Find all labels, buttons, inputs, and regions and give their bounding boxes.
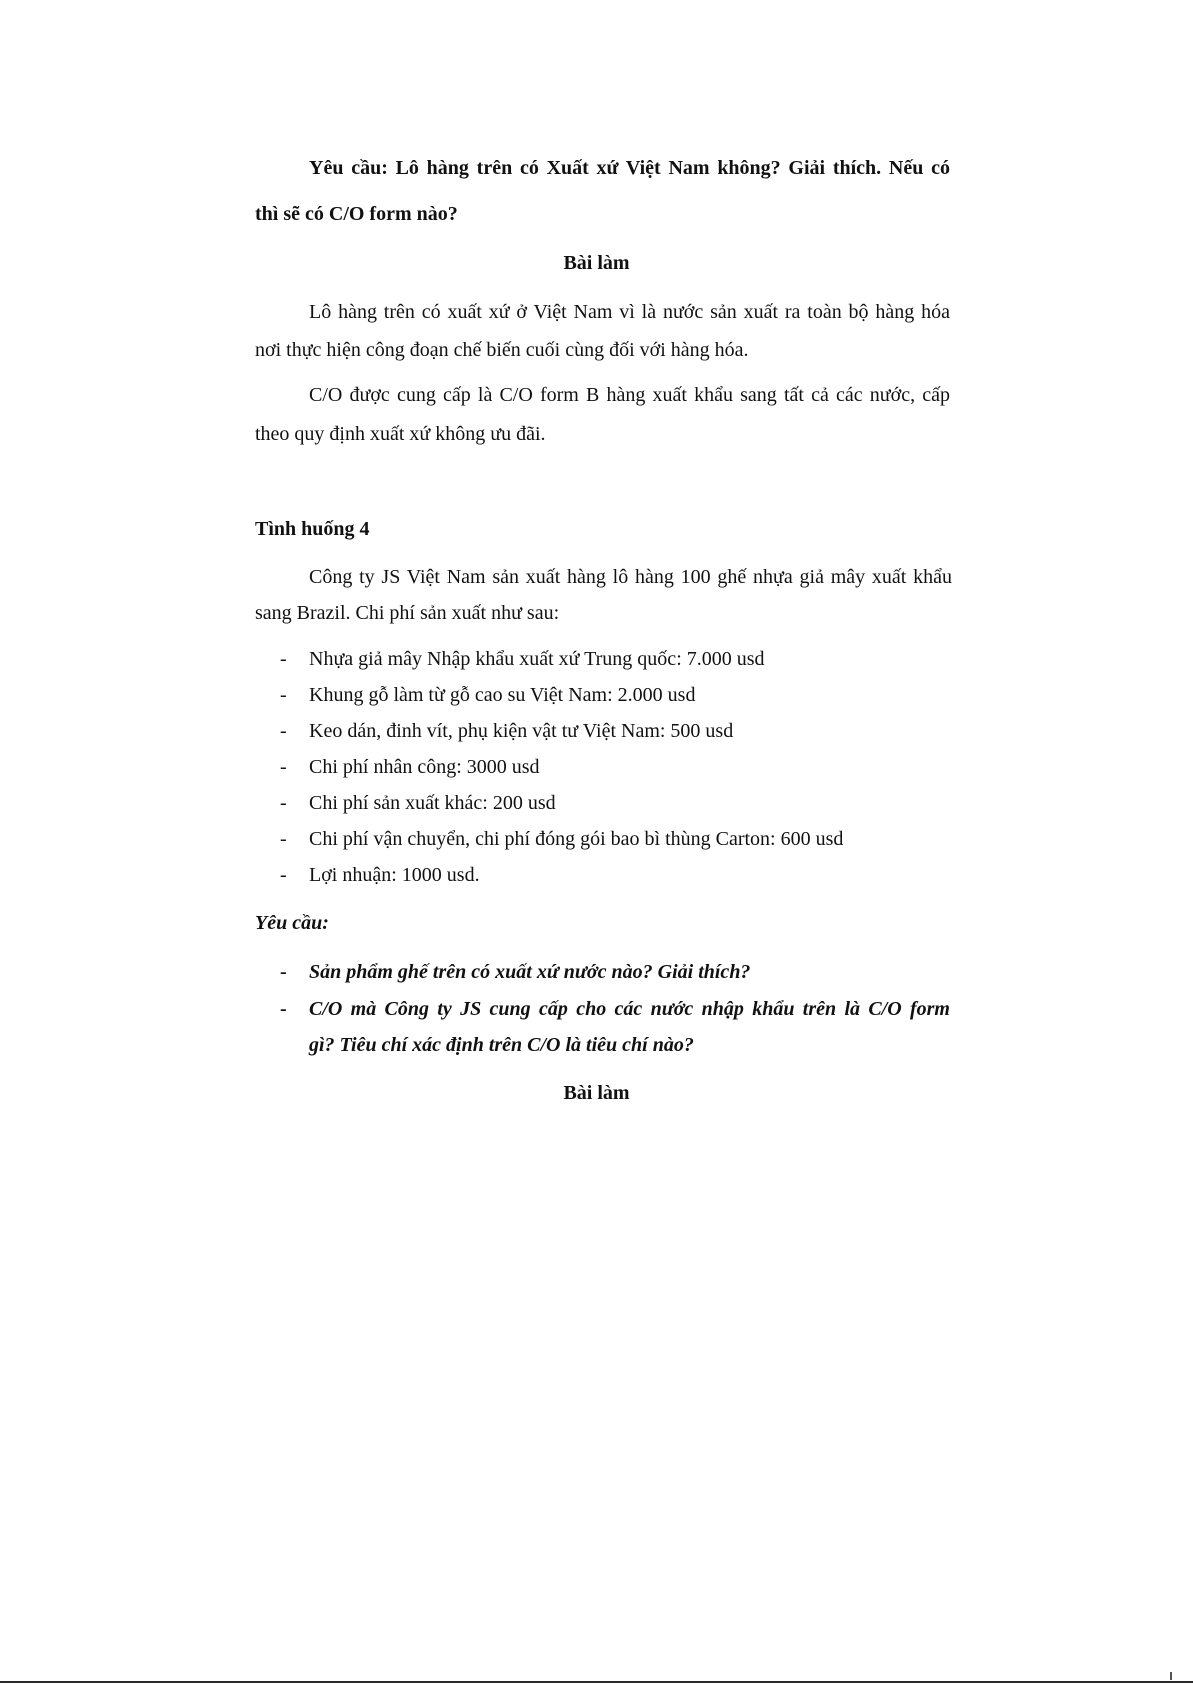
list-bullet: -: [280, 864, 287, 886]
case-title: Tình huống 4: [255, 518, 370, 540]
requirement-line-2: thì sẽ có C/O form nào?: [255, 203, 458, 225]
cost-item: Keo dán, đinh vít, phụ kiện vật tư Việt Nam: 500 usd: [309, 720, 734, 742]
case-intro-line-1: Công ty JS Việt Nam sản xuất hàng lô hàng 100 ghế nhựa giả mây xuất khẩu: [309, 566, 952, 588]
requirement-line-1: Yêu cầu: Lô hàng trên có Xuất xứ Việt Nam không? Giải thích. Nếu có: [309, 157, 950, 179]
list-bullet: -: [280, 648, 287, 670]
answer-paragraph-1-line-2: nơi thực hiện công đoạn chế biến cuối cùng đối với hàng hóa.: [255, 339, 749, 361]
answer-heading-2: Bài làm: [563, 1082, 630, 1104]
answer-heading-1: Bài làm: [563, 252, 630, 274]
requirements-heading: Yêu cầu:: [255, 912, 329, 934]
list-bullet: -: [280, 792, 287, 814]
answer-paragraph-2-line-1: C/O được cung cấp là C/O form B hàng xuất khẩu sang tất cả các nước, cấp: [309, 384, 950, 406]
list-bullet: -: [280, 998, 287, 1020]
question-1: Sản phẩm ghế trên có xuất xứ nước nào? Giải thích?: [309, 961, 751, 983]
cost-item: Chi phí sản xuất khác: 200 usd: [309, 792, 556, 814]
cost-item: Chi phí vận chuyển, chi phí đóng gói bao bì thùng Carton: 600 usd: [309, 828, 844, 850]
case-intro-line-2: sang Brazil. Chi phí sản xuất như sau:: [255, 602, 560, 624]
question-2-line-2: gì? Tiêu chí xác định trên C/O là tiêu chí nào?: [309, 1034, 694, 1056]
cost-item: Lợi nhuận: 1000 usd.: [309, 864, 480, 886]
question-2-line-1: C/O mà Công ty JS cung cấp cho các nước nhập khẩu trên là C/O form: [309, 998, 950, 1020]
list-bullet: -: [280, 720, 287, 742]
list-bullet: -: [280, 684, 287, 706]
cost-item: Chi phí nhân công: 3000 usd: [309, 756, 540, 778]
cost-item: Khung gỗ làm từ gỗ cao su Việt Nam: 2.000 usd: [309, 684, 696, 706]
list-bullet: -: [280, 756, 287, 778]
page-bottom-border: [0, 1681, 1193, 1683]
list-bullet: -: [280, 828, 287, 850]
list-bullet: -: [280, 961, 287, 983]
answer-paragraph-1-line-1: Lô hàng trên có xuất xứ ở Việt Nam vì là nước sản xuất ra toàn bộ hàng hóa: [309, 301, 950, 323]
cost-item: Nhựa giả mây Nhập khẩu xuất xứ Trung quốc: 7.000 usd: [309, 648, 765, 670]
scan-edge-mark: [1170, 1672, 1172, 1680]
answer-paragraph-2-line-2: theo quy định xuất xứ không ưu đãi.: [255, 423, 546, 445]
